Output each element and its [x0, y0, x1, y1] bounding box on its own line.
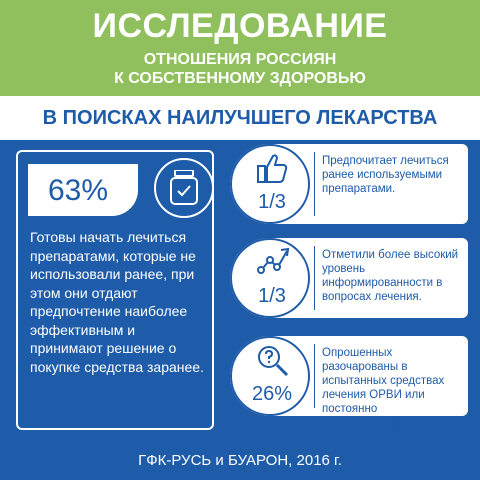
left-stat-description: Готовы начать лечиться препаратами, которые не использовали ранее, при этом они отдают предпочтение наиболее эффективным и принимают решение о покупке средства заранее. [30, 229, 204, 375]
subtitle-line-1: ОТНОШЕНИЯ РОССИЯН [143, 51, 337, 68]
page-title: ИССЛЕДОВАНИЕ [92, 7, 388, 45]
stat-card-3-text: Опрошенных разочарованы в испытанных средствах лечения ОРВИ или постоянно экспериментируют [322, 347, 445, 429]
stat-card-3-value: 26% [251, 383, 293, 405]
left-stat-card [16, 150, 214, 430]
stat-card-1-divider [314, 152, 315, 216]
main-panel [0, 140, 480, 440]
jar-icon-circle [154, 158, 214, 218]
left-stat-value-box [28, 164, 138, 216]
page-subtitle [0, 50, 480, 88]
stat-card-1-value: 1/3 [258, 191, 286, 213]
footer [0, 440, 480, 480]
thumbs-up-icon [256, 152, 288, 186]
stat-card-2-divider [314, 246, 315, 310]
stat-card-1-circle [230, 144, 310, 224]
subtitle-line-2: К СОБСТВЕННОМУ ЗДОРОВЬЮ [114, 70, 366, 87]
stat-card-2 [230, 238, 468, 318]
magnifier-question-icon [256, 344, 290, 378]
section-heading: В ПОИСКАХ НАИЛУЧШЕГО ЛЕКАРСТВА [42, 107, 438, 129]
stat-card-1 [230, 144, 468, 224]
stat-card-2-value: 1/3 [258, 285, 286, 307]
left-stat-value: 63% [47, 174, 109, 207]
trend-up-icon [256, 246, 290, 278]
stat-card-3-divider [314, 344, 315, 408]
stat-card-3-circle [230, 336, 310, 416]
pill-jar-check-icon [169, 170, 199, 206]
section-heading-band [0, 96, 480, 140]
stat-card-2-text: Отметили более высокий уровень информированности в вопросах лечения. [322, 249, 459, 303]
stat-card-3 [230, 336, 468, 429]
header-banner [0, 0, 480, 96]
stat-card-1-text: Предпочитает лечиться ранее используемыми препаратами. [322, 155, 449, 195]
source-credit: ГФК-РУСЬ и БУАРОН, 2016 г. [138, 452, 342, 469]
stat-card-2-circle [230, 238, 310, 318]
